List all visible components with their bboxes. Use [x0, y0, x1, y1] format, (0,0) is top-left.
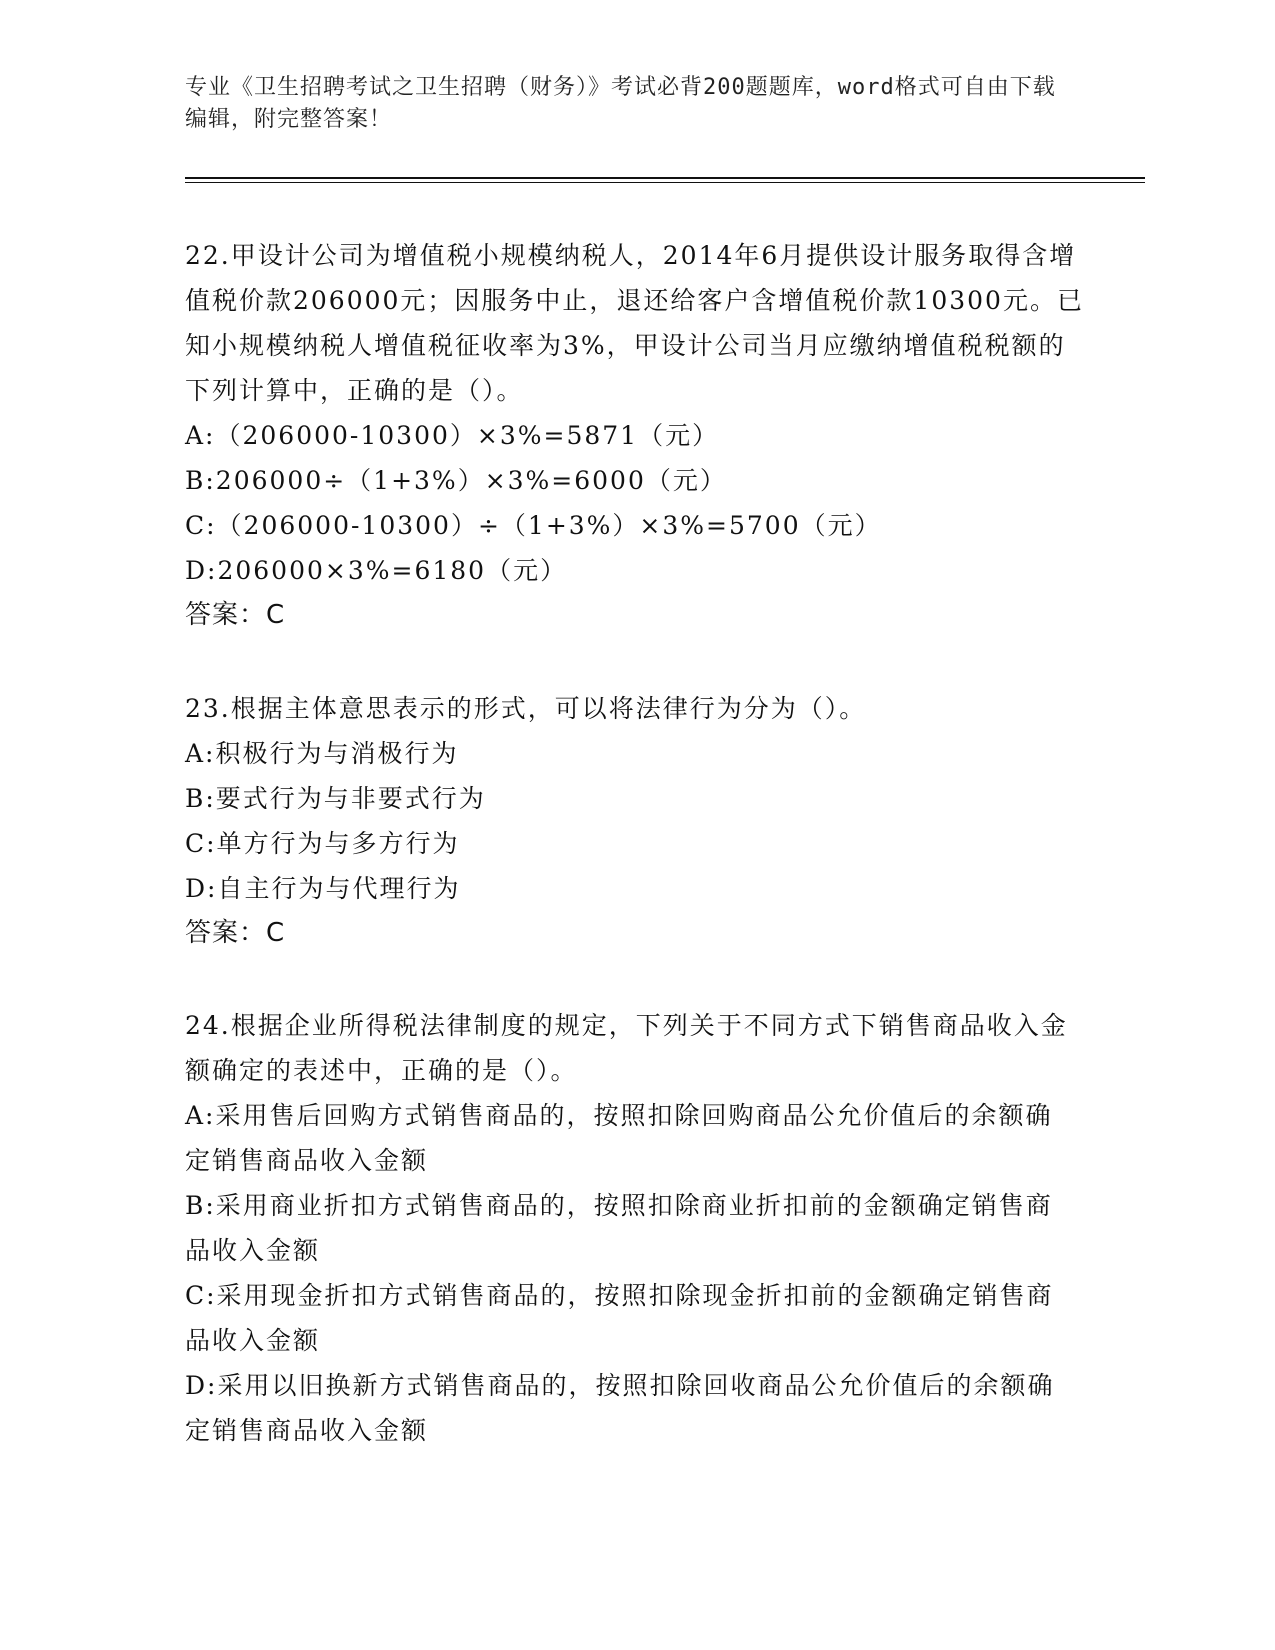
- document-header: 专业《卫生招聘考试之卫生招聘（财务）》考试必背200题题库，word格式可自由下载编辑，附完整答案！: [185, 75, 1056, 132]
- header-divider-thick: [185, 177, 1145, 179]
- option-c: C:单方行为与多方行为: [185, 829, 460, 858]
- option-b: B:采用商业折扣方式销售商品的，按照扣除商业折扣前的金额确定销售商品收入金额: [185, 1191, 1053, 1265]
- question-stem: 24.根据企业所得税法律制度的规定，下列关于不同方式下销售商品收入金额确定的表述中，正确的是（）。: [185, 1011, 1068, 1085]
- question-stem: 23.根据主体意思表示的形式，可以将法律行为分为（）。: [185, 694, 867, 723]
- header-divider-thin: [185, 182, 1145, 183]
- option-a: A:采用售后回购方式销售商品的，按照扣除回购商品公允价值后的余额确定销售商品收入金额: [185, 1101, 1053, 1175]
- option-d: D:采用以旧换新方式销售商品的，按照扣除回收商品公允价值后的余额确定销售商品收入金额: [185, 1371, 1055, 1445]
- question-23: [185, 686, 1085, 956]
- answer: 答案：C: [185, 600, 286, 630]
- option-b: B:要式行为与非要式行为: [185, 784, 486, 813]
- option-a: A:积极行为与消极行为: [185, 739, 459, 768]
- question-stem: 22.甲设计公司为增值税小规模纳税人，2014年6月提供设计服务取得含增值税价款206000元；因服务中止，退还给客户含增值税价款10300元。已知小规模纳税人增值税征收率为3%，甲设计公司当月应缴纳增值税税额的下列计算中，正确的是（）。: [185, 241, 1084, 405]
- option-c: C:采用现金折扣方式销售商品的，按照扣除现金折扣前的金额确定销售商品收入金额: [185, 1281, 1054, 1355]
- option-a: A:（206000-10300）×3%=5871（元）: [185, 421, 720, 450]
- option-d: D:206000×3%=6180（元）: [185, 556, 568, 585]
- answer: 答案：C: [185, 918, 286, 948]
- question-24: [185, 1003, 1085, 1453]
- question-22: [185, 233, 1085, 638]
- option-c: C:（206000-10300）÷（1+3%）×3%=5700（元）: [185, 511, 882, 540]
- option-d: D:自主行为与代理行为: [185, 874, 461, 903]
- option-b: B:206000÷（1+3%）×3%=6000（元）: [185, 466, 727, 495]
